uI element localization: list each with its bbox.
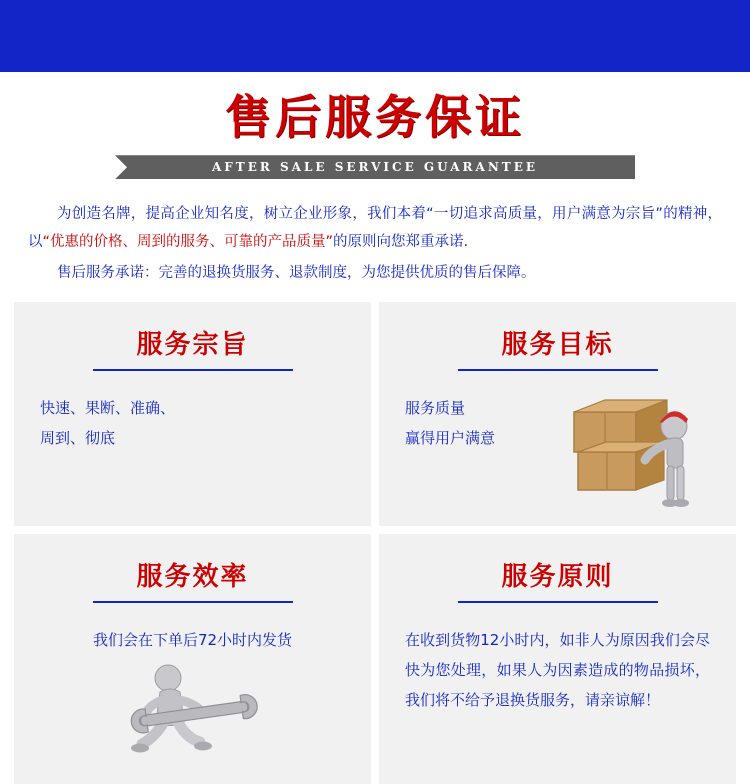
- card-line: 服务质量: [405, 398, 466, 417]
- card-title: 服务原则: [458, 556, 658, 603]
- intro-p1-highlight: “优惠的价格、周到的服务、可靠的产品质量”: [42, 233, 334, 250]
- scallop-shape: [462, 32, 519, 72]
- card-body: 在收到货物12小时内，如非人为原因我们会尽快为您处理，如果人为因素造成的物品损坏，我们将不给予退换货服务，请亲谅解！: [405, 630, 710, 709]
- scallop-shape: [520, 32, 577, 72]
- card-line: 赢得用户满意: [405, 428, 496, 447]
- page-title: 售后服务保证: [225, 90, 525, 144]
- wrench-person-icon: [118, 658, 268, 778]
- scallop-shape: [693, 32, 750, 72]
- scallop-shape: [58, 32, 115, 72]
- card-body: [405, 393, 710, 453]
- card-service-purpose: [14, 302, 371, 526]
- scallop-shape: [347, 32, 404, 72]
- intro-paragraph-2: 售后服务承诺：完善的退换货服务、退款制度，为您提供优质的售后保障。: [57, 265, 536, 282]
- scallop-shape: [231, 32, 288, 72]
- intro-p1-part2: 的原则向您郑重承诺.: [333, 233, 469, 250]
- scallop-shape: [0, 32, 57, 72]
- subtitle-ribbon: [115, 155, 635, 179]
- scallop-row: [0, 32, 750, 72]
- card-line: 快速、果断、准确、: [40, 398, 176, 417]
- scallop-shape: [635, 32, 692, 72]
- scallop-shape: [578, 32, 635, 72]
- card-service-efficiency: [14, 534, 371, 784]
- scallop-shape: [116, 32, 173, 72]
- scallop-shape: [404, 32, 461, 72]
- card-title: 服务效率: [93, 556, 293, 603]
- card-line: 周到、彻底: [40, 428, 116, 447]
- top-scallop-banner: [0, 0, 750, 72]
- card-service-principle: [379, 534, 736, 784]
- card-service-goal: [379, 302, 736, 526]
- scallop-shape: [173, 32, 230, 72]
- page-subtitle: AFTER SALE SERVICE GUARANTEE: [211, 160, 539, 175]
- scallop-shape: [289, 32, 346, 72]
- card-body: 我们会在下单后72小时内发货: [92, 630, 293, 649]
- title-block: [0, 90, 750, 179]
- service-card-grid: [14, 302, 736, 784]
- card-title: 服务目标: [458, 324, 658, 371]
- card-title: 服务宗旨: [93, 324, 293, 371]
- intro-paragraph-1: [28, 201, 722, 256]
- intro-text: [28, 201, 722, 288]
- card-body: [40, 393, 345, 453]
- intro-p1-part1: 为创造名牌，提高企业知名度，树立企业形象，我们本着“一切追求高质量，用户满意为宗旨”的精神，以: [28, 206, 722, 250]
